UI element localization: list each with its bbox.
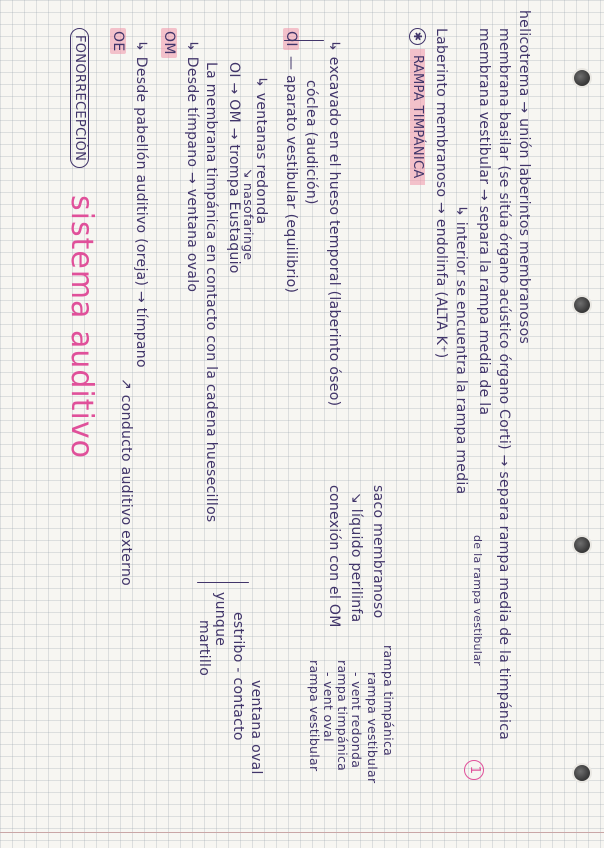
section-rampa-label: RAMPA TIMPÁNICA: [410, 49, 425, 185]
oi-om-item: rampa timpánica: [335, 660, 350, 772]
oi-line-3: ↳ excavado en el hueso temporal (laberinto óseo): [326, 40, 342, 407]
rampa-line-5: helicotrema → unión laberintos membranosos: [516, 10, 532, 345]
bone-item: martillo: [196, 620, 212, 677]
page-title: sistema auditivo: [64, 195, 99, 459]
bone-item: estribo - contacto: [230, 612, 246, 741]
oi-line-3b: conexión con el OM: [326, 485, 342, 628]
oi-saco-item: rampa vestibular: [365, 672, 380, 784]
oi-om-item: - vent redonda: [349, 672, 364, 769]
oe-branch: ↗ conducto auditivo externo: [118, 378, 134, 586]
bone-item: ventana oval: [248, 680, 264, 775]
om-line-2: La membrana timpánica en contacto con la cadena huesecillos: [203, 62, 219, 523]
rampa-line-3: membrana vestibular → separa la rampa media de la: [476, 28, 492, 416]
oi-saco-item: rampa timpánica: [381, 645, 396, 757]
rampa-line-2: ↳ interior se encuentra la rampa media: [453, 205, 469, 495]
rampa-line-1: Laberinto membranoso → endolinfa (ALTA K⁺): [433, 28, 449, 359]
rampa-line-2b: de la rampa vestibular: [471, 535, 484, 666]
oe-line: ↳ Desde pabellón auditivo (oreja) → tímpano: [133, 40, 149, 368]
om-line-3: OI → OM → trompa Eustaquio: [226, 62, 242, 274]
topic-label: FONORRECEPCIÓN: [70, 28, 89, 168]
oi-line-1: — aparato vestibular (equilibrio): [283, 56, 299, 294]
bone-item: yunque: [212, 592, 228, 647]
section-om-label: OM: [161, 28, 177, 58]
om-line-3b: ↘ nasofaringe: [241, 168, 256, 261]
oi-om-item: - vent oval: [321, 672, 336, 742]
oi-liquid: ↘ líquido perilinfa: [348, 492, 364, 623]
rampa-line-4: membrana basilar (se sitúa órgano acústico órgano Corti) → separa rampa media de la timpánica: [496, 28, 512, 741]
om-line-4: ↳ ventanas redonda: [253, 76, 269, 225]
oi-brace: [284, 40, 324, 41]
oi-om-item: rampa vestibular: [307, 660, 322, 772]
bones-brace: [197, 582, 249, 583]
asterisk-icon: ✱: [409, 28, 426, 45]
om-line-1: ↳ Desde tímpano → ventana ovalo: [184, 40, 200, 293]
section-oi-label: OI: [283, 28, 299, 50]
page-number: 1: [464, 760, 484, 780]
oi-line-2: cóclea (audición): [303, 80, 319, 205]
section-oe-label: OE: [110, 28, 126, 54]
rampa-header: [409, 28, 426, 185]
oi-saco: saco membranoso: [370, 485, 386, 619]
